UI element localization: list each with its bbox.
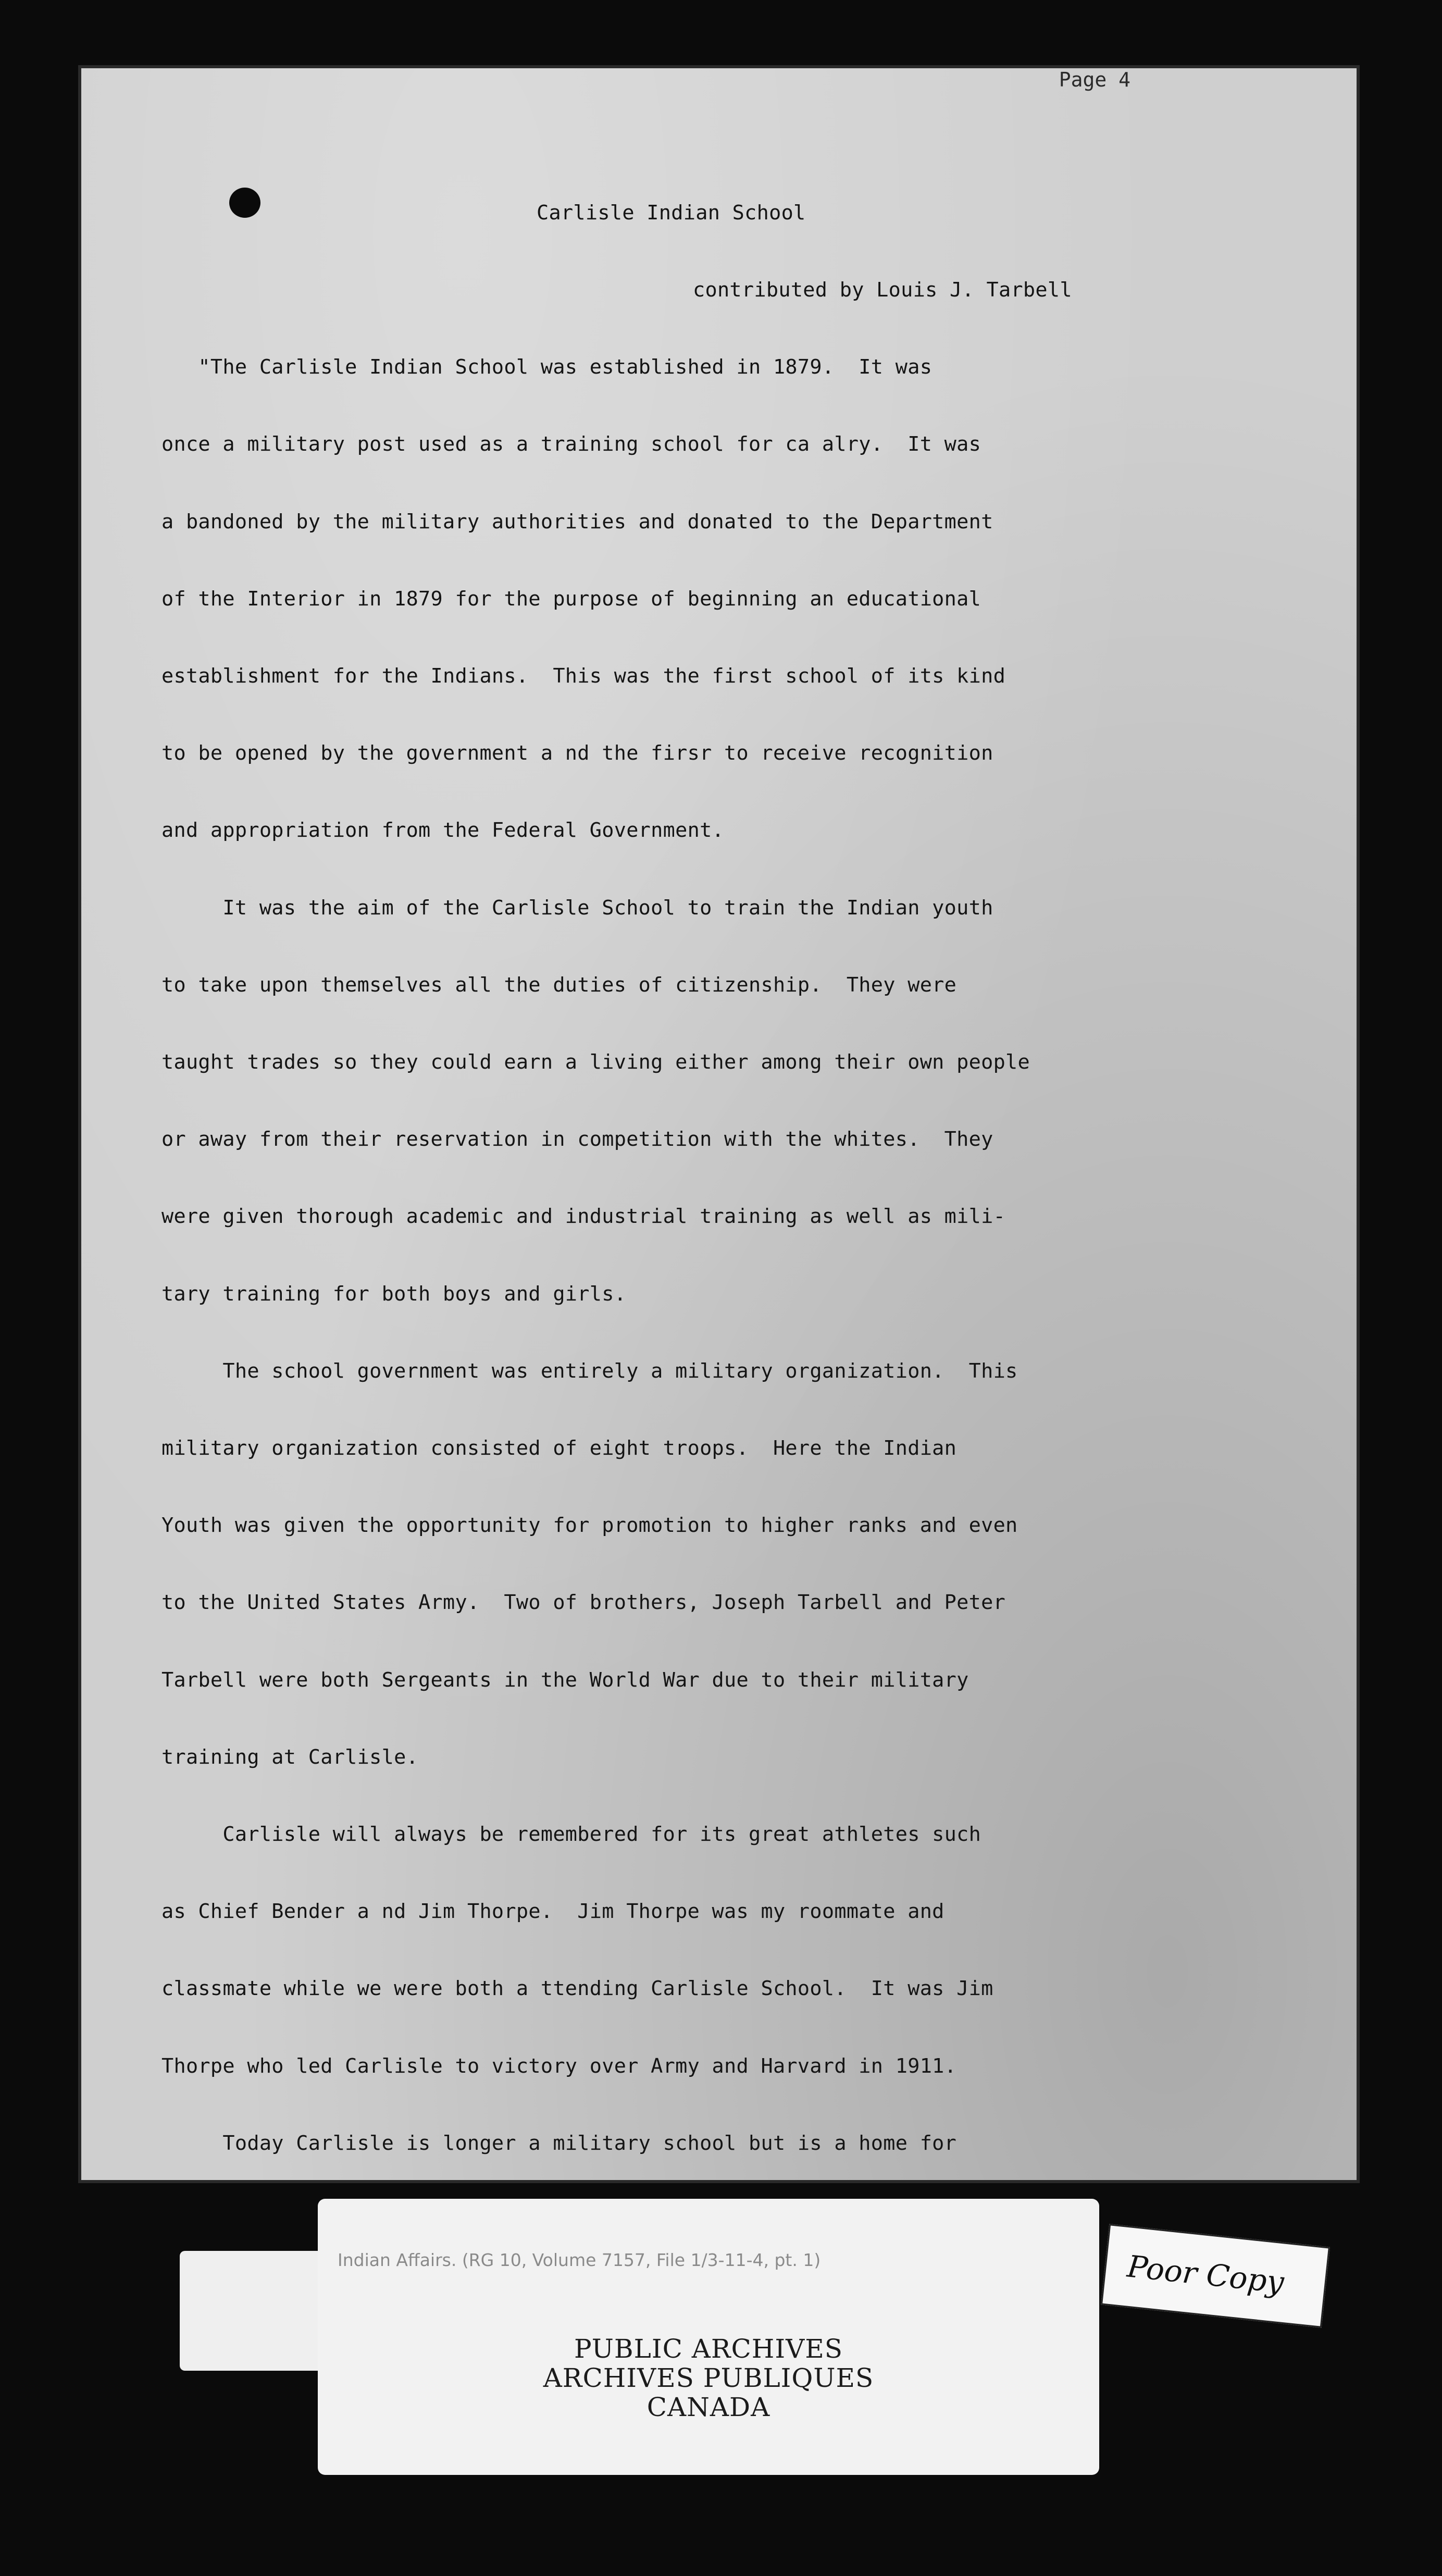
article-line: "The Carlisle Indian School was established in 1879. It was <box>161 355 933 379</box>
article-line: tary training for both boys and girls. <box>161 1282 627 1306</box>
article-line: Youth was given the opportunity for promotion to higher ranks and even <box>161 1514 1018 1538</box>
typed-document-page <box>78 65 1360 2183</box>
poor-copy-note <box>1101 2224 1330 2328</box>
article-line: Tarbell were both Sergeants in the World War due to their military <box>161 1668 969 1692</box>
article-byline: contributed by Louis J. Tarbell <box>693 278 1072 302</box>
poor-copy-text: Poor Copy <box>1125 2248 1286 2300</box>
article-line: Carlisle will always be remembered for its great athletes such <box>161 1823 981 1847</box>
article-line: taught trades so they could earn a living either among their own people <box>161 1050 1030 1074</box>
article-line: to take upon themselves all the duties of citizenship. They were <box>161 973 957 997</box>
archive-line-2: ARCHIVES PUBLIQUES <box>543 2363 874 2393</box>
article-line: and appropriation from the Federal Government. <box>161 819 725 843</box>
article-line: once a military post used as a training school for ca alry. It was <box>161 432 981 456</box>
article-line: military organization consisted of eight troops. Here the Indian <box>161 1436 957 1460</box>
article-title: Carlisle Indian School <box>537 201 806 225</box>
document-body <box>161 148 1308 2183</box>
article-line: a bandoned by the military authorities and donated to the Department <box>161 510 993 534</box>
archive-stamp <box>318 2334 1099 2422</box>
article-line: were given thorough academic and industrial training as well as mili- <box>161 1205 1006 1229</box>
article-line: It was the aim of the Carlisle School to train the Indian youth <box>161 896 993 920</box>
article-line: to the United States Army. Two of brothers, Joseph Tarbell and Peter <box>161 1591 1006 1615</box>
article-line: Today Carlisle is longer a military school but is a home for <box>161 2131 957 2155</box>
article-line: establishment for the Indians. This was the first school of its kind <box>161 664 1006 688</box>
article-line: The school government was entirely a military organization. This <box>161 1359 1018 1383</box>
article-line: as Chief Bender a nd Jim Thorpe. Jim Thorpe was my roommate and <box>161 1900 944 1924</box>
article-line: training at Carlisle. <box>161 1745 419 1769</box>
article-line: classmate while we were both a ttending Carlisle School. It was Jim <box>161 1977 993 2001</box>
article-line: to be opened by the government a nd the firsr to receive recognition <box>161 741 993 765</box>
archive-reference: Indian Affairs. (RG 10, Volume 7157, File 1/3-11-4, pt. 1) <box>338 2250 821 2270</box>
article-line: of the Interior in 1879 for the purpose of beginning an educational <box>161 587 981 611</box>
archive-line-3: CANADA <box>647 2392 770 2422</box>
article-line: or away from their reservation in competition with the whites. They <box>161 1128 993 1151</box>
article-line: Thorpe who led Carlisle to victory over Army and Harvard in 1911. <box>161 2054 957 2078</box>
archive-line-1: PUBLIC ARCHIVES <box>574 2334 843 2364</box>
page-number: Page 4 <box>1059 68 1130 91</box>
